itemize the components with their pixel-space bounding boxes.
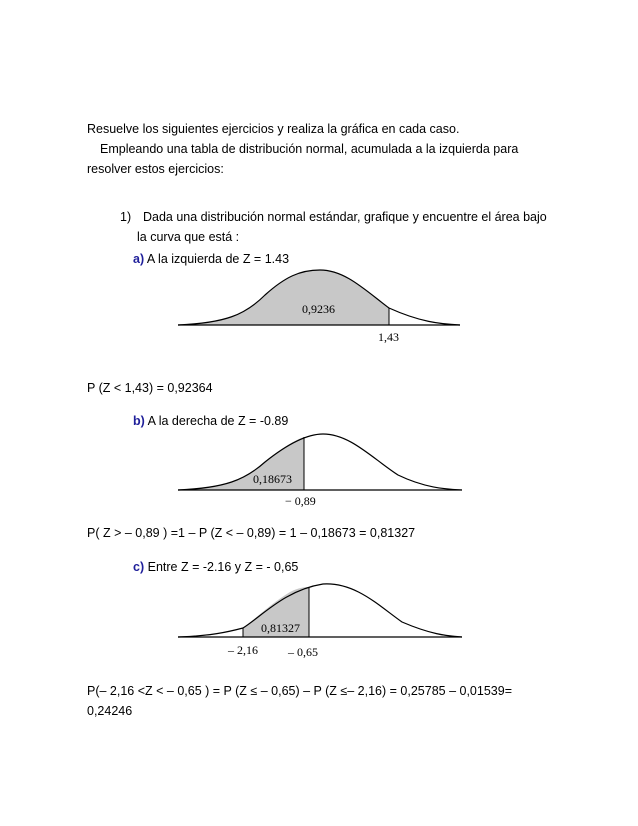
result-c-line-1: P(– 2,16 <Z < – 0,65 ) = P (Z ≤ – 0,65) – P (Z ≤– 2,16) = 0,25785 – 0,01539= bbox=[87, 684, 512, 698]
part-b-title: A la derecha de Z = -0.89 bbox=[147, 414, 289, 428]
graph-c-area-label: 0,81327 bbox=[261, 621, 300, 635]
graph-c-z-label-left: – 2,16 bbox=[228, 643, 258, 657]
intro-line-1: Resuelve los siguientes ejercicios y realiza la gráfica en cada caso. bbox=[87, 122, 460, 136]
exercise-text-1: Dada una distribución normal estándar, grafique y encuentre el área bajo bbox=[143, 210, 547, 224]
result-a: P (Z < 1,43) = 0,92364 bbox=[87, 381, 213, 395]
graph-c-z-label-right: – 0,65 bbox=[288, 645, 318, 659]
intro-line-2: Empleando una tabla de distribución normal, acumulada a la izquierda para bbox=[100, 142, 519, 156]
intro-line-3: resolver estos ejercicios: bbox=[87, 162, 224, 176]
graph-a-z-label: 1,43 bbox=[378, 330, 399, 344]
graph-a bbox=[178, 270, 460, 344]
part-a-title: A la izquierda de Z = 1.43 bbox=[146, 252, 290, 266]
part-c-label: c) bbox=[133, 560, 145, 574]
part-a-label: a) bbox=[133, 252, 145, 266]
result-c-line-2: 0,24246 bbox=[87, 704, 133, 718]
exercise-number: 1) bbox=[120, 210, 132, 224]
part-c-title: Entre Z = -2.16 y Z = - 0,65 bbox=[147, 560, 299, 574]
graph-b-z-label: − 0,89 bbox=[285, 494, 316, 508]
graph-b-curve bbox=[178, 434, 462, 490]
graph-b bbox=[178, 434, 462, 508]
graph-c bbox=[178, 584, 462, 659]
result-b: P( Z > – 0,89 ) =1 – P (Z < – 0,89) = 1 – 0,18673 = 0,81327 bbox=[87, 526, 416, 540]
graph-c-curve bbox=[178, 584, 462, 637]
graph-b-area-label: 0,18673 bbox=[253, 472, 292, 486]
graph-a-area-label: 0,9236 bbox=[302, 302, 335, 316]
exercise-text-2: la curva que está : bbox=[137, 230, 240, 244]
graph-a-shaded-area bbox=[178, 270, 389, 325]
part-b-label: b) bbox=[133, 414, 145, 428]
